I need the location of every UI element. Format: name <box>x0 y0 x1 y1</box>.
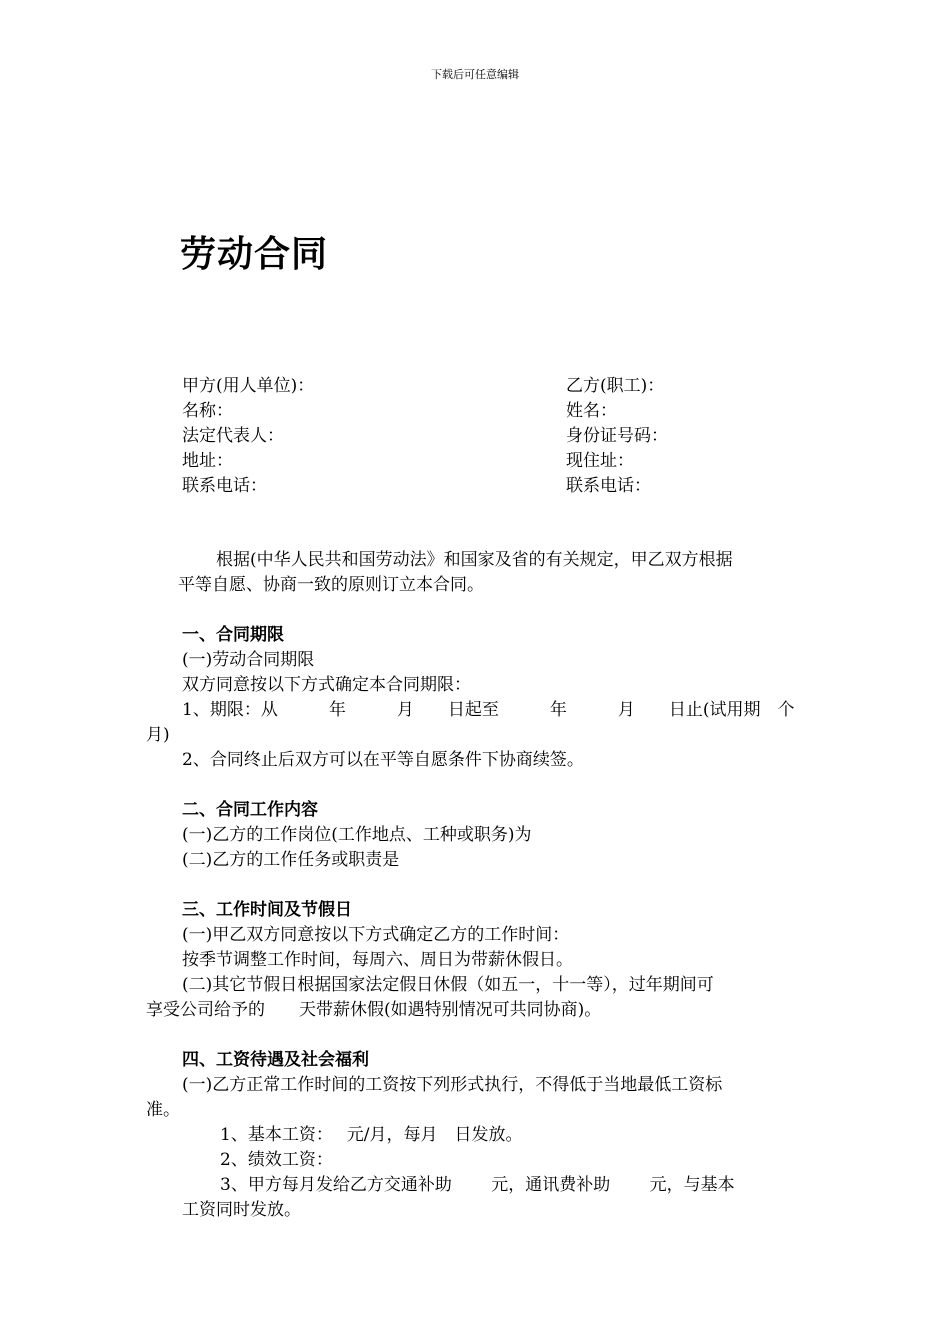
party-a-address-label: 地址： <box>182 451 233 471</box>
party-a-phone-label: 联系电话： <box>182 476 267 496</box>
section-1-line-5: 2、合同终止后双方可以在平等自愿条件下协商续签。 <box>182 750 584 770</box>
section-3-title: 三、工作时间及节假日 <box>182 900 352 920</box>
section-3-line-2: 按季节调整工作时间，每周六、周日为带薪休假日。 <box>182 950 573 970</box>
party-a-column <box>182 374 314 499</box>
section-1-line-4: 月) <box>146 725 170 745</box>
party-b-phone-label: 联系电话： <box>566 476 651 496</box>
party-b-name-label: 姓名： <box>566 401 617 421</box>
section-2-line-2: (二)乙方的工作任务或职责是 <box>182 850 400 870</box>
section-4-line-6: 工资同时发放。 <box>182 1200 301 1220</box>
spacer <box>146 598 811 623</box>
section-1-line-1: (一)劳动合同期限 <box>182 650 315 670</box>
party-b-heading: 乙方(职工)： <box>566 376 665 396</box>
party-a-name-label: 名称： <box>182 401 233 421</box>
section-3-line-4: 享受公司给予的 天带薪休假(如遇特别情况可共同协商)。 <box>146 1000 602 1020</box>
section-1-line-3: 1、期限：从 年 月 日起至 年 月 日止(试用期 个 <box>182 700 795 720</box>
spacer <box>146 773 811 798</box>
intro-line-1: 根据(中华人民共和国劳动法》和国家及省的有关规定，甲乙双方根据 <box>216 550 733 570</box>
party-b-address-label: 现住址： <box>566 451 634 471</box>
intro-line-2: 平等自愿、协商一致的原则订立本合同。 <box>178 575 484 595</box>
section-1-line-2: 双方同意按以下方式确定本合同期限： <box>182 675 471 695</box>
section-2-line-1: (一)乙方的工作岗位(工作地点、工种或职务)为 <box>182 825 532 845</box>
section-4-line-4: 2、绩效工资： <box>220 1150 333 1170</box>
document-title: 劳动合同 <box>180 234 329 275</box>
section-3-line-1: (一)甲乙双方同意按以下方式确定乙方的工作时间： <box>182 925 570 945</box>
section-4-line-3: 1、基本工资： 元/月，每月 日发放。 <box>220 1125 523 1145</box>
section-4-line-2: 准。 <box>146 1100 180 1120</box>
party-b-column <box>566 374 668 499</box>
party-a-legal-rep-label: 法定代表人： <box>182 426 284 446</box>
party-b-id-label: 身份证号码： <box>566 426 668 446</box>
section-4-line-1: (一)乙方正常工作时间的工资按下列形式执行，不得低于当地最低工资标 <box>182 1075 723 1095</box>
spacer <box>146 873 811 898</box>
section-2-title: 二、合同工作内容 <box>182 800 318 820</box>
spacer <box>146 1023 811 1048</box>
section-1-title: 一、合同期限 <box>182 625 284 645</box>
section-3-line-3: (二)其它节假日根据国家法定假日休假（如五一，十一等），过年期间可 <box>182 975 714 995</box>
section-4-line-5: 3、甲方每月发给乙方交通补助 元，通讯费补助 元，与基本 <box>220 1175 735 1195</box>
section-4-title: 四、工资待遇及社会福利 <box>182 1050 369 1070</box>
contract-body <box>146 548 811 1223</box>
party-a-heading: 甲方(用人单位)： <box>182 376 315 396</box>
header-note: 下载后可任意编辑 <box>431 68 519 81</box>
